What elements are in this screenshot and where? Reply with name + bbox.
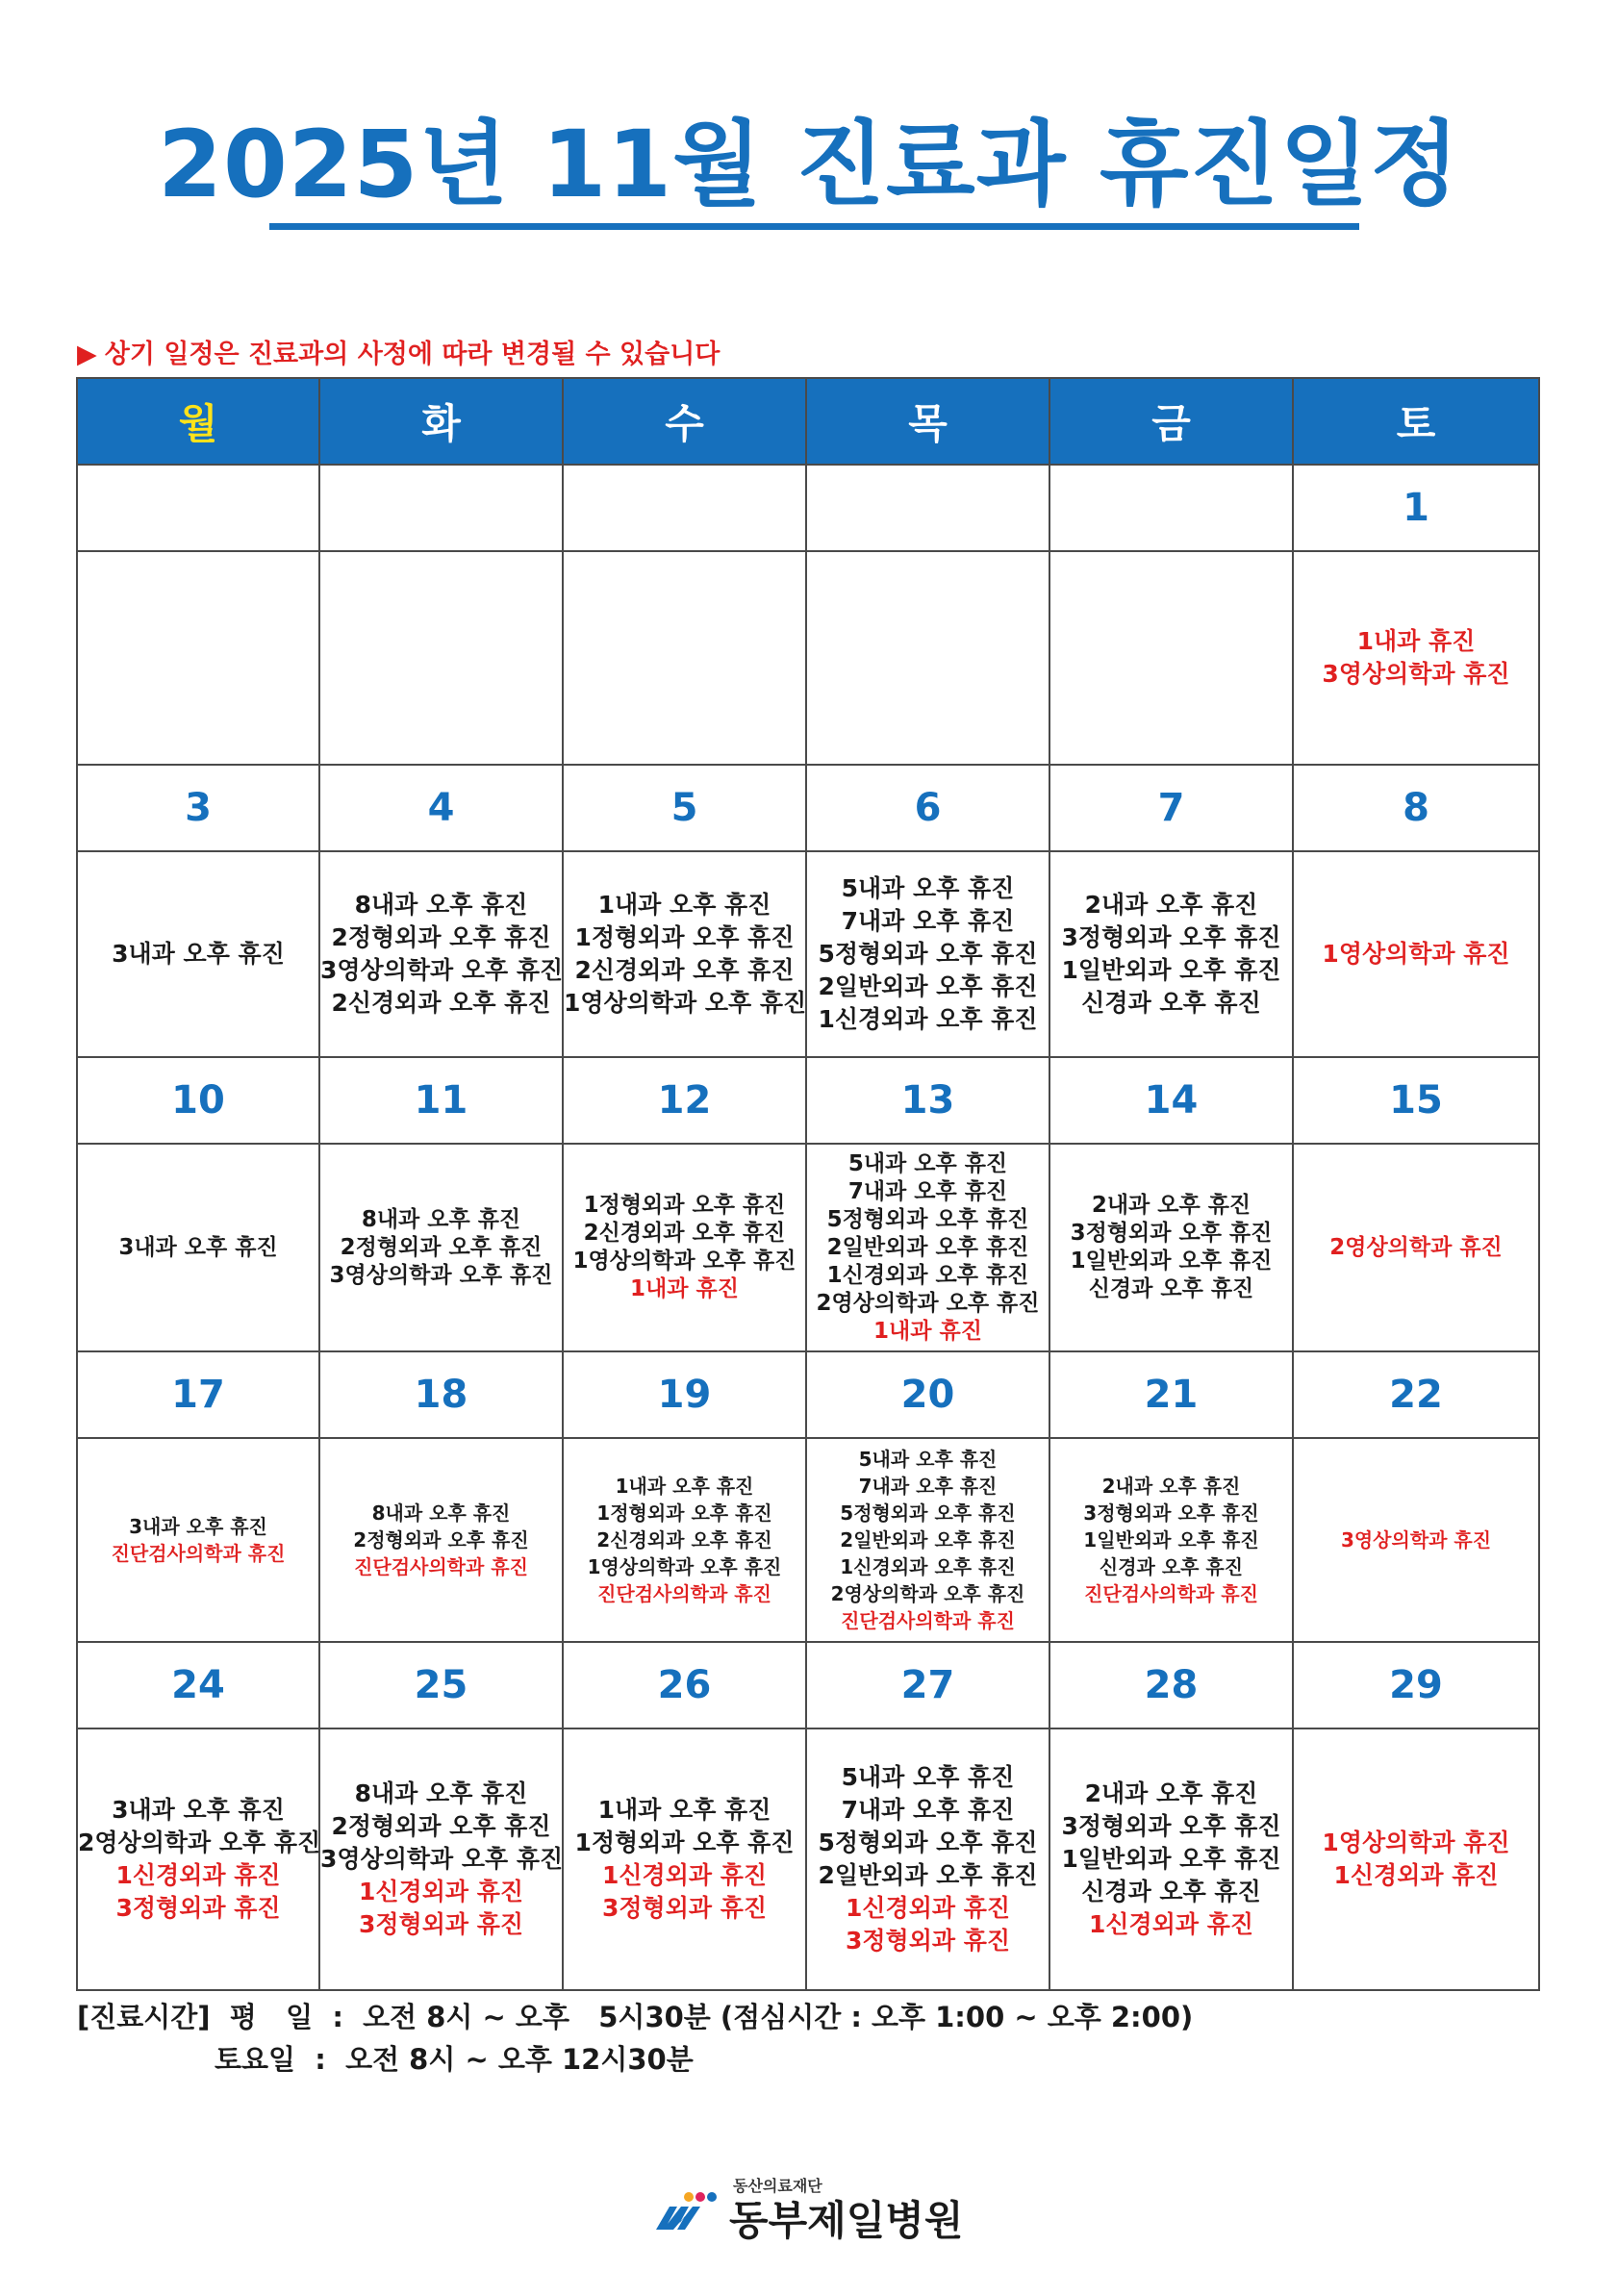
afternoon-closure: 8내과 오후 휴진 xyxy=(371,1501,511,1525)
date-cell xyxy=(319,465,563,551)
date-cell: 28 xyxy=(1049,1642,1293,1728)
events-cell xyxy=(563,1438,806,1642)
events-cell xyxy=(1049,1438,1293,1642)
saturday-label: 토요일 xyxy=(215,2043,296,2076)
events-cell xyxy=(1293,851,1539,1057)
date-cell: 10 xyxy=(77,1057,319,1144)
afternoon-closure: 1신경외과 오후 휴진 xyxy=(818,1005,1038,1033)
events-cell xyxy=(77,1728,319,1990)
events-cell xyxy=(1049,851,1293,1057)
afternoon-closure: 1일반외과 오후 휴진 xyxy=(1083,1528,1259,1552)
afternoon-closure: 신경과 오후 휴진 xyxy=(1099,1555,1244,1578)
full-day-closure: 3영상의학과 휴진 xyxy=(1322,660,1510,688)
hospital-logo xyxy=(652,2176,979,2243)
events-cell xyxy=(77,1144,319,1351)
clinic-hours xyxy=(77,1996,1193,2081)
events-cell xyxy=(806,1728,1049,1990)
date-cell: 15 xyxy=(1293,1057,1539,1144)
full-day-closure: 1영상의학과 휴진 xyxy=(1322,940,1510,968)
date-cell: 20 xyxy=(806,1351,1049,1438)
date-cell xyxy=(806,465,1049,551)
saturday-hours-row xyxy=(77,2038,1193,2081)
afternoon-closure: 2내과 오후 휴진 xyxy=(1091,1193,1251,1218)
date-cell: 26 xyxy=(563,1642,806,1728)
hospital-logo-icon xyxy=(652,2191,720,2235)
afternoon-closure: 3정형외과 오후 휴진 xyxy=(1061,923,1281,951)
afternoon-closure: 5정형외과 오후 휴진 xyxy=(818,940,1038,968)
events-cell xyxy=(806,1144,1049,1351)
afternoon-closure: 2정형외과 오후 휴진 xyxy=(331,923,551,951)
date-row xyxy=(77,1642,1539,1728)
schedule-notice xyxy=(77,333,720,370)
full-day-closure: 1신경외과 휴진 xyxy=(846,1894,1010,1922)
events-row xyxy=(77,1728,1539,1990)
triangle-right-icon: ▶ xyxy=(77,340,97,369)
afternoon-closure: 1정형외과 오후 휴진 xyxy=(574,1829,795,1856)
afternoon-closure: 3내과 오후 휴진 xyxy=(112,1796,285,1824)
page-title: 2025년 11월 진료과 휴진일정 xyxy=(158,111,1460,218)
afternoon-closure: 1영상의학과 오후 휴진 xyxy=(572,1249,796,1274)
afternoon-closure: 3영상의학과 오후 휴진 xyxy=(320,956,564,984)
weekday-label: 평 일 xyxy=(229,2001,314,2033)
afternoon-closure: 5내과 오후 휴진 xyxy=(847,1150,1008,1176)
header-thu: 목 xyxy=(806,378,1049,465)
full-day-closure: 1영상의학과 휴진 xyxy=(1322,1829,1510,1856)
date-row xyxy=(77,1351,1539,1438)
afternoon-closure: 5내과 오후 휴진 xyxy=(841,874,1015,902)
date-cell: 1 xyxy=(1293,465,1539,551)
events-row xyxy=(77,851,1539,1057)
afternoon-closure: 2일반외과 오후 휴진 xyxy=(826,1234,1029,1260)
full-day-closure: 1신경외과 휴진 xyxy=(115,1861,281,1889)
header-sat: 토 xyxy=(1293,378,1539,465)
date-cell: 3 xyxy=(77,765,319,851)
date-cell: 4 xyxy=(319,765,563,851)
weekday-hours: 오전 8시 ~ 오후 5시30분 (점심시간 : 오후 1:00 ~ 오후 2:00) xyxy=(363,2001,1194,2033)
date-cell: 27 xyxy=(806,1642,1049,1728)
full-day-closure: 진단검사의학과 휴진 xyxy=(354,1555,528,1578)
full-day-closure: 3정형외과 휴진 xyxy=(846,1927,1010,1955)
events-cell xyxy=(1293,551,1539,765)
afternoon-closure: 1신경외과 오후 휴진 xyxy=(826,1262,1029,1288)
afternoon-closure: 3내과 오후 휴진 xyxy=(129,1515,267,1538)
afternoon-closure: 2일반외과 오후 휴진 xyxy=(818,972,1038,1000)
events-cell xyxy=(1049,1144,1293,1351)
afternoon-closure: 7내과 오후 휴진 xyxy=(858,1475,998,1498)
afternoon-closure: 2내과 오후 휴진 xyxy=(1084,891,1258,919)
afternoon-closure: 5정형외과 오후 휴진 xyxy=(826,1206,1029,1232)
full-day-closure: 진단검사의학과 휴진 xyxy=(841,1609,1015,1632)
date-row xyxy=(77,465,1539,551)
date-cell xyxy=(563,465,806,551)
full-day-closure: 1내과 휴진 xyxy=(873,1318,982,1344)
date-cell: 21 xyxy=(1049,1351,1293,1438)
saturday-hours: 오전 8시 ~ 오후 12시30분 xyxy=(345,2043,694,2076)
afternoon-closure: 2신경외과 오후 휴진 xyxy=(583,1221,786,1246)
afternoon-closure: 1내과 오후 휴진 xyxy=(615,1475,754,1498)
hospital-name: 동부제일병원 xyxy=(729,2197,964,2244)
date-cell: 5 xyxy=(563,765,806,851)
events-cell xyxy=(806,1438,1049,1642)
full-day-closure: 1신경외과 휴진 xyxy=(1333,1861,1499,1889)
events-cell xyxy=(1049,551,1293,765)
afternoon-closure: 신경과 오후 휴진 xyxy=(1081,1878,1261,1905)
hours-label: [진료시간] xyxy=(77,2001,211,2033)
afternoon-closure: 2정형외과 오후 휴진 xyxy=(331,1812,551,1840)
afternoon-closure: 5내과 오후 휴진 xyxy=(858,1448,998,1471)
afternoon-closure: 2영상의학과 오후 휴진 xyxy=(830,1582,1025,1605)
events-cell xyxy=(1293,1144,1539,1351)
title-underline xyxy=(269,223,1359,230)
full-day-closure: 1신경외과 휴진 xyxy=(359,1878,523,1905)
date-row xyxy=(77,765,1539,851)
afternoon-closure: 1일반외과 오후 휴진 xyxy=(1061,1845,1281,1873)
full-day-closure: 진단검사의학과 휴진 xyxy=(111,1542,286,1565)
afternoon-closure: 8내과 오후 휴진 xyxy=(354,1779,528,1807)
events-cell xyxy=(1293,1438,1539,1642)
date-cell: 14 xyxy=(1049,1057,1293,1144)
full-day-closure: 3정형외과 휴진 xyxy=(359,1910,523,1938)
afternoon-closure: 1일반외과 오후 휴진 xyxy=(1061,956,1281,984)
events-cell xyxy=(563,1144,806,1351)
afternoon-closure: 5정형외과 오후 휴진 xyxy=(818,1829,1038,1856)
header-tue: 화 xyxy=(319,378,563,465)
calendar-table xyxy=(76,377,1540,1991)
date-cell: 29 xyxy=(1293,1642,1539,1728)
afternoon-closure: 3영상의학과 오후 휴진 xyxy=(320,1845,564,1873)
afternoon-closure: 2영상의학과 오후 휴진 xyxy=(816,1290,1040,1316)
events-cell xyxy=(1293,1728,1539,1990)
afternoon-closure: 1영상의학과 오후 휴진 xyxy=(587,1555,782,1578)
full-day-closure: 1내과 휴진 xyxy=(630,1276,739,1301)
afternoon-closure: 5내과 오후 휴진 xyxy=(841,1763,1015,1791)
afternoon-closure: 2내과 오후 휴진 xyxy=(1084,1779,1258,1807)
full-day-closure: 진단검사의학과 휴진 xyxy=(1084,1582,1258,1605)
afternoon-closure: 1내과 오후 휴진 xyxy=(597,891,771,919)
events-cell xyxy=(319,851,563,1057)
afternoon-closure: 2정형외과 오후 휴진 xyxy=(353,1528,529,1552)
date-row xyxy=(77,1057,1539,1144)
events-cell xyxy=(77,1438,319,1642)
afternoon-closure: 신경과 오후 휴진 xyxy=(1081,989,1261,1017)
events-cell xyxy=(319,1438,563,1642)
afternoon-closure: 2영상의학과 오후 휴진 xyxy=(78,1829,321,1856)
events-cell xyxy=(77,551,319,765)
date-cell: 8 xyxy=(1293,765,1539,851)
afternoon-closure: 8내과 오후 휴진 xyxy=(354,891,528,919)
afternoon-closure: 1정형외과 오후 휴진 xyxy=(596,1501,772,1525)
afternoon-closure: 3정형외과 오후 휴진 xyxy=(1083,1501,1259,1525)
afternoon-closure: 8내과 오후 휴진 xyxy=(361,1206,521,1232)
full-day-closure: 3영상의학과 휴진 xyxy=(1340,1528,1492,1552)
afternoon-closure: 1일반외과 오후 휴진 xyxy=(1070,1249,1273,1274)
date-cell: 12 xyxy=(563,1057,806,1144)
afternoon-closure: 7내과 오후 휴진 xyxy=(847,1178,1008,1204)
afternoon-closure: 5정형외과 오후 휴진 xyxy=(840,1501,1016,1525)
full-day-closure: 1신경외과 휴진 xyxy=(602,1861,767,1889)
date-cell: 24 xyxy=(77,1642,319,1728)
full-day-closure: 3정형외과 휴진 xyxy=(115,1894,281,1922)
date-cell: 25 xyxy=(319,1642,563,1728)
afternoon-closure: 신경과 오후 휴진 xyxy=(1088,1276,1254,1301)
date-cell xyxy=(77,465,319,551)
weekday-hours-row xyxy=(77,1996,1193,2038)
date-cell: 6 xyxy=(806,765,1049,851)
afternoon-closure: 3내과 오후 휴진 xyxy=(118,1234,278,1260)
full-day-closure: 2영상의학과 휴진 xyxy=(1329,1234,1503,1260)
events-cell xyxy=(806,551,1049,765)
afternoon-closure: 7내과 오후 휴진 xyxy=(841,1796,1015,1824)
afternoon-closure: 2신경외과 오후 휴진 xyxy=(331,989,551,1017)
afternoon-closure: 2일반외과 오후 휴진 xyxy=(840,1528,1016,1552)
date-cell: 19 xyxy=(563,1351,806,1438)
afternoon-closure: 3정형외과 오후 휴진 xyxy=(1070,1221,1273,1246)
afternoon-closure: 2신경외과 오후 휴진 xyxy=(574,956,795,984)
separator: : xyxy=(332,2001,343,2033)
events-cell xyxy=(563,851,806,1057)
full-day-closure: 진단검사의학과 휴진 xyxy=(597,1582,771,1605)
afternoon-closure: 1정형외과 오후 휴진 xyxy=(574,923,795,951)
date-cell: 22 xyxy=(1293,1351,1539,1438)
afternoon-closure: 2일반외과 오후 휴진 xyxy=(818,1861,1038,1889)
afternoon-closure: 3영상의학과 오후 휴진 xyxy=(329,1262,553,1288)
events-cell xyxy=(319,551,563,765)
events-cell xyxy=(319,1728,563,1990)
afternoon-closure: 2신경외과 오후 휴진 xyxy=(596,1528,772,1552)
weekday-header-row xyxy=(77,378,1539,465)
date-cell: 7 xyxy=(1049,765,1293,851)
separator: : xyxy=(315,2043,326,2076)
full-day-closure: 1내과 휴진 xyxy=(1356,627,1476,655)
events-cell xyxy=(806,851,1049,1057)
events-cell xyxy=(1049,1728,1293,1990)
header-fri: 금 xyxy=(1049,378,1293,465)
afternoon-closure: 1영상의학과 오후 휴진 xyxy=(564,989,807,1017)
afternoon-closure: 3내과 오후 휴진 xyxy=(112,940,285,968)
events-cell xyxy=(563,551,806,765)
events-cell xyxy=(319,1144,563,1351)
afternoon-closure: 7내과 오후 휴진 xyxy=(841,907,1015,935)
afternoon-closure: 1신경외과 오후 휴진 xyxy=(840,1555,1016,1578)
header-mon: 월 xyxy=(77,378,319,465)
date-cell: 11 xyxy=(319,1057,563,1144)
header-wed: 수 xyxy=(563,378,806,465)
notice-text: 상기 일정은 진료과의 사정에 따라 변경될 수 있습니다 xyxy=(104,340,721,369)
date-cell xyxy=(1049,465,1293,551)
events-cell xyxy=(77,851,319,1057)
events-cell xyxy=(563,1728,806,1990)
afternoon-closure: 1정형외과 오후 휴진 xyxy=(583,1193,786,1218)
afternoon-closure: 2내과 오후 휴진 xyxy=(1101,1475,1241,1498)
afternoon-closure: 1내과 오후 휴진 xyxy=(597,1796,771,1824)
full-day-closure: 1신경외과 휴진 xyxy=(1089,1910,1253,1938)
events-row xyxy=(77,1144,1539,1351)
foundation-name: 동산의료재단 xyxy=(733,2177,822,2195)
full-day-closure: 3정형외과 휴진 xyxy=(602,1894,767,1922)
events-row xyxy=(77,551,1539,765)
events-row xyxy=(77,1438,1539,1642)
date-cell: 17 xyxy=(77,1351,319,1438)
date-cell: 18 xyxy=(319,1351,563,1438)
afternoon-closure: 2정형외과 오후 휴진 xyxy=(340,1234,543,1260)
date-cell: 13 xyxy=(806,1057,1049,1144)
afternoon-closure: 3정형외과 오후 휴진 xyxy=(1061,1812,1281,1840)
